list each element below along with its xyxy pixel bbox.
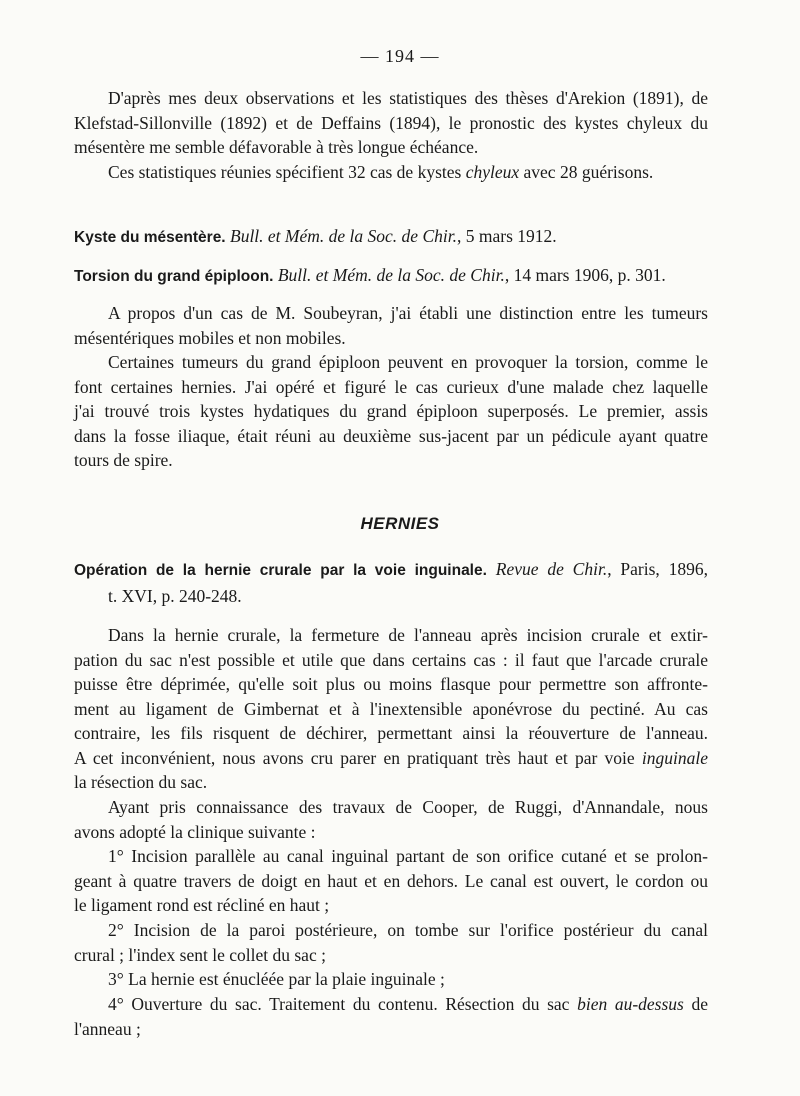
reference-source: Revue de Chir.	[495, 559, 608, 579]
paragraph-hernie-crurale	[74, 623, 708, 795]
step-3	[74, 967, 708, 992]
reference-torsion-epiploon	[74, 263, 708, 290]
text-line: contraire, les fils risquent de déchirer, permettant ainsi la réouverture de l'anneau.	[74, 723, 708, 743]
reference-date: , 14 mars 1906, p. 301.	[504, 265, 666, 285]
text-line: geant à quatre travers de doigt en haut et en dehors. Le canal est ouvert, le cordon ou	[74, 870, 708, 891]
text-line: dans la fosse iliaque, était réuni au deuxième sus-jacent par un pédicule ayant quatre	[74, 425, 708, 446]
reference-line: t. XVI, p. 240-248.	[108, 585, 242, 606]
text-line: D'après mes deux observations et les statistiques des thèses d'Arekion (1891), de	[108, 88, 708, 108]
text-line: ment au ligament de Gimbernat et à l'inextensible aponévrose du pectiné. Au cas	[74, 698, 708, 719]
reference-source: Bull. et Mém. de la Soc. de Chir.	[277, 265, 505, 285]
reference-title: Torsion du grand épiploon.	[74, 268, 274, 285]
paragraph-statistics	[74, 86, 708, 184]
reference-line	[74, 557, 708, 584]
page-number: — 194 —	[360, 46, 440, 66]
text-line: Dans la hernie crurale, la fermeture de l'anneau après incision crurale et extir-	[108, 625, 708, 645]
reference-date: , 5 mars 1912.	[456, 226, 557, 246]
text-line: crural ; l'index sent le collet du sac ;	[74, 944, 326, 965]
text-line: A cet inconvénient, nous avons cru parer en pratiquant très haut et par voie inguinale	[74, 747, 708, 768]
text-line: pation du sac n'est possible et utile que dans certains cas : il faut que l'arcade crurale	[74, 649, 708, 670]
paragraph-soubeyran	[74, 301, 708, 350]
text-line: Ces statistiques réunies spécifient 32 cas de kystes chyleux avec 28 guérisons.	[108, 161, 654, 182]
text-line: 1° Incision parallèle au canal inguinal partant de son orifice cutané et se prolon-	[108, 846, 708, 866]
reference-source: Bull. et Mém. de la Soc. de Chir.	[230, 226, 457, 246]
reference-kyste-mesentere	[74, 224, 708, 251]
reference-title: Opération de la hernie crurale par la voie inguinale.	[74, 562, 487, 579]
step-2	[74, 918, 708, 967]
step-4	[74, 992, 708, 1041]
step-1	[74, 844, 708, 918]
text-line: puisse être déprimée, qu'elle soit plus ou moins flasque pour permettre son affronte-	[74, 674, 708, 694]
text-line: 2° Incision de la paroi postérieure, on tombe sur l'orifice postérieur du canal	[108, 920, 708, 940]
reference-title: Kyste du mésentère.	[74, 229, 226, 246]
text-line: mésentériques mobiles et non mobiles.	[74, 327, 346, 348]
text-line: mésentère me semble défavorable à très longue échéance.	[74, 137, 479, 157]
text-line: Klefstad-Sillonville (1892) et de Deffains (1894), le pronostic des kystes chyleux du	[74, 112, 708, 133]
text-line: Ayant pris connaissance des travaux de Cooper, de Ruggi, d'Annandale, nous	[108, 797, 708, 817]
reference-line	[74, 263, 708, 290]
text-line: 4° Ouverture du sac. Traitement du contenu. Résection du sac bien au-dessus de	[108, 994, 708, 1014]
reference-date: , Paris, 1896,	[607, 559, 709, 579]
text-line: j'ai trouvé trois kystes hydatiques du grand épiploon superposés. Le premier, assis	[74, 401, 708, 421]
text-line: l'anneau ;	[74, 1018, 141, 1039]
text-line: avons adopté la clinique suivante :	[74, 821, 316, 842]
paragraph-torsion	[74, 350, 708, 473]
reference-line	[74, 224, 708, 251]
text-line: Certaines tumeurs du grand épiploon peuvent en provoquer la torsion, comme le	[108, 352, 708, 372]
paragraph-methode	[74, 795, 708, 844]
reference-hernie-crurale	[74, 557, 708, 608]
section-heading: HERNIES	[360, 514, 440, 533]
text-line: la résection du sac.	[74, 772, 208, 792]
text-line: le ligament rond est récliné en haut ;	[74, 895, 330, 915]
text-line: 3° La hernie est énucléée par la plaie inguinale ;	[108, 969, 445, 989]
text-line: A propos d'un cas de M. Soubeyran, j'ai établi une distinction entre les tumeurs	[108, 303, 708, 323]
text-line: tours de spire.	[74, 450, 173, 470]
text-line: font certaines hernies. J'ai opéré et figuré le cas curieux d'une malade chez laquelle	[74, 376, 708, 397]
